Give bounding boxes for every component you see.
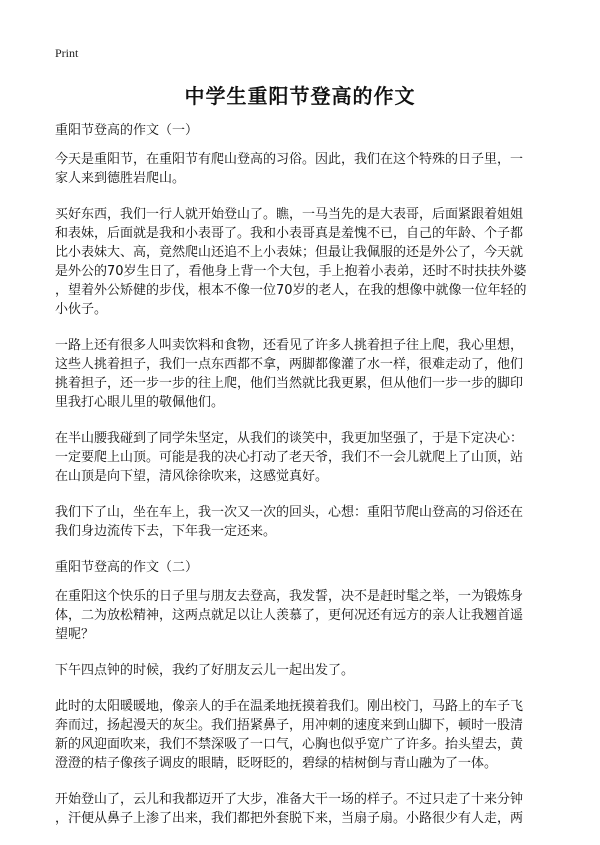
paragraph <box>55 790 545 828</box>
paragraph-line: 我们下了山，坐在车上，我一次又一次的回头，心想：重阳节爬山登高的习俗还在 <box>55 505 524 520</box>
paragraph-line: 此时的太阳暖暖地，像亲人的手在温柔地抚摸着我们。刚出校门，马路上的车子飞 <box>55 699 524 714</box>
print-link[interactable]: Print <box>55 46 79 60</box>
paragraph-line: 小伙子。 <box>55 302 108 317</box>
paragraph-line: 我们身边流传下去，下年我一定还来。 <box>55 524 277 539</box>
paragraph-line: ，望着外公矫健的步伐，根本不像一位70岁的老人，在我的想像中就像一位年轻的 <box>55 283 527 298</box>
paragraph-line: 里我打心眼儿里的敬佩他们。 <box>55 395 225 410</box>
paragraph-line: 一定要爬上山顶。可能是我的决心打动了老天爷，我们不一会儿就爬上了山顶，站 <box>55 450 524 465</box>
paragraph-line: 今天是重阳节，在重阳节有爬山登高的习俗。因此，我们在这个特殊的日子里，一 <box>55 152 524 167</box>
paragraph-line: 奔而过，扬起漫天的灰尘。我们捂紧鼻子，用冲刺的速度来到山脚下，顿时一股清 <box>55 718 524 733</box>
paragraph-line: 开始登山了，云儿和我都迈开了大步，准备大干一场的样子。不过只走了十来分钟 <box>55 792 524 807</box>
paragraph <box>55 661 545 680</box>
paragraph-line: 澄澄的桔子像孩子调皮的眼睛，眨呀眨的，碧绿的桔树倒与青山融为了一体。 <box>55 756 498 771</box>
paragraph <box>55 697 545 773</box>
paragraph-line: 和表妹，后面就是我和小表哥了。我和小表哥真是羞愧不已，自己的年龄、个子都 <box>55 226 524 241</box>
section-heading: 重阳节登高的作文（一） <box>55 123 199 138</box>
paragraph-line: ，汗便从鼻子上渗了出来，我们都把外套脱下来，当扇子扇。小路很少有人走，两 <box>55 811 524 826</box>
paragraph-line: 是外公的70岁生日了，看他身上背一个大包，手上抱着小表弟，还时不时扶扶外婆 <box>55 264 527 279</box>
paragraph-line: 一路上还有很多人叫卖饮料和食物，还看见了许多人挑着担子往上爬，我心里想， <box>55 338 524 353</box>
page-title: 中学生重阳节登高的作文 <box>184 84 416 108</box>
paragraph <box>55 150 545 188</box>
paragraph-line: 挑着担子，还一步一步的往上爬，他们当然就比我更累，但从他们一步一步的脚印 <box>55 376 524 391</box>
paragraph-line: 下午四点钟的时候，我约了好朋友云儿一起出发了。 <box>55 663 355 678</box>
article-body <box>55 121 545 845</box>
paragraph <box>55 205 545 319</box>
paragraph-line: 买好东西，我们一行人就开始登山了。瞧，一马当先的是大表哥，后面紧跟着姐姐 <box>55 207 524 222</box>
paragraph-line: 在重阳这个快乐的日子里与朋友去登高，我发誓，决不是赶时髦之举，一为锻炼身 <box>55 589 524 604</box>
paragraph <box>55 336 545 412</box>
paragraph-line: 新的风迎面吹来，我们不禁深吸了一口气，心胸也似乎宽广了许多。抬头望去，黄 <box>55 737 524 752</box>
paragraph-line: 体，二为放松精神，这两点就足以让人羡慕了，更何况还有远方的亲人让我翘首遥 <box>55 608 524 623</box>
paragraph-line: 在山顶是向下望，清风徐徐吹来，这感觉真好。 <box>55 469 329 484</box>
paragraph <box>55 503 545 541</box>
paragraph-line: 这些人挑着担子，我们一点东西都不拿，两脚都像灌了水一样，很难走动了，他们 <box>55 357 524 372</box>
paragraph <box>55 429 545 486</box>
paragraph <box>55 587 545 644</box>
section-heading: 重阳节登高的作文（二） <box>55 560 199 575</box>
paragraph-line: 望呢？ <box>55 627 95 642</box>
paragraph-line: 在半山腰我碰到了同学朱坚定，从我们的谈笑中，我更加坚强了，于是下定决心： <box>55 431 524 446</box>
paragraph-line: 家人来到德胜岩爬山。 <box>55 171 186 186</box>
paragraph-line: 比小表妹大、高，竟然爬山还追不上小表妹；但最让我佩服的还是外公了，今天就 <box>55 245 524 260</box>
